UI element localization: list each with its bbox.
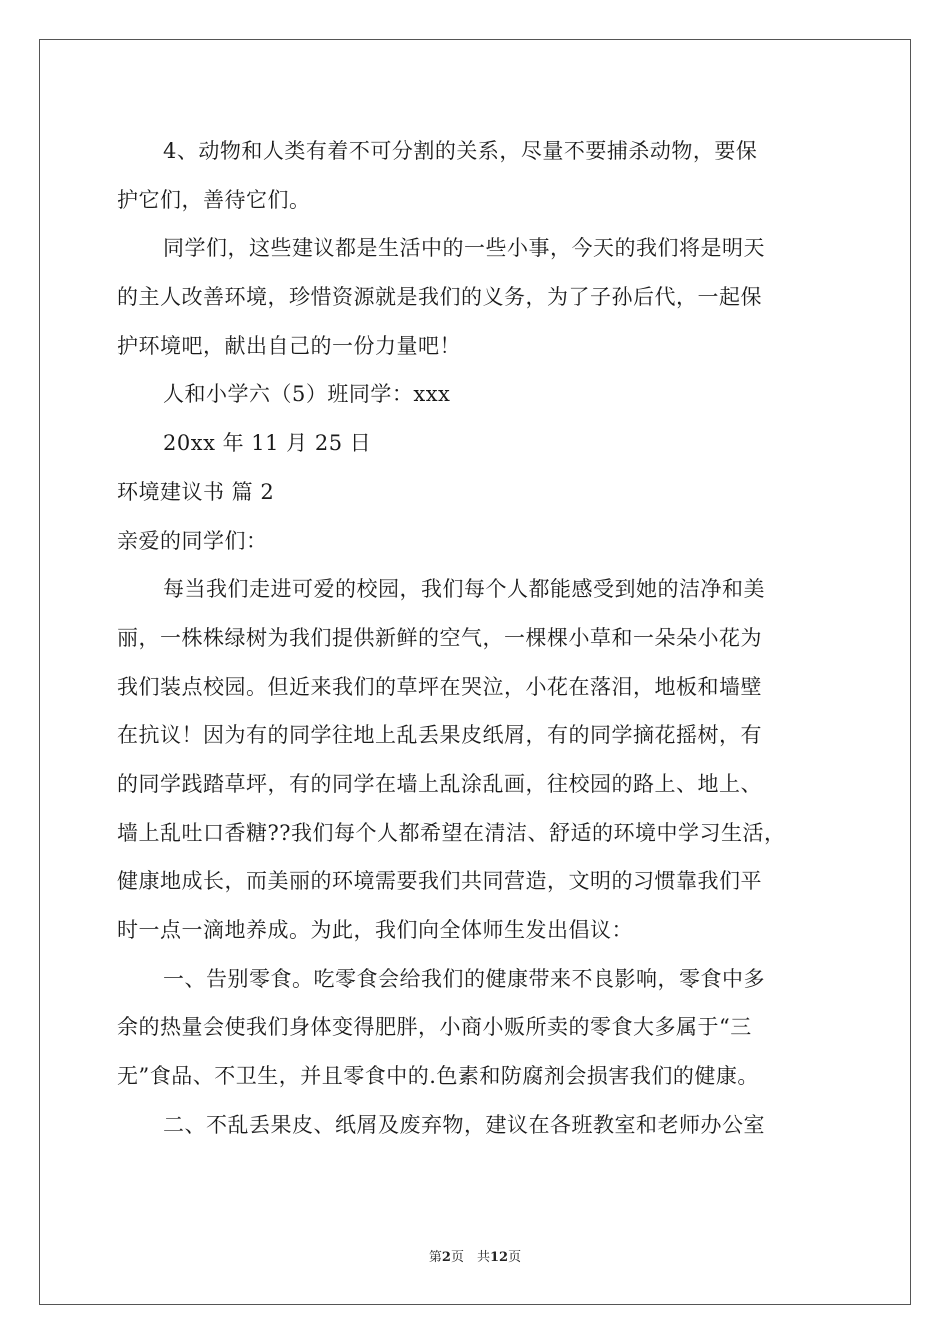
paragraph-line: 墙上乱吐口香糖??我们每个人都希望在清洁、舒适的环境中学习生活， [117, 820, 786, 845]
paragraph-line: 护环境吧，献出自己的一份力量吧！ [117, 333, 461, 358]
paragraph-line: 丽，一株株绿树为我们提供新鲜的空气，一棵棵小草和一朵朵小花为 [117, 625, 762, 650]
paragraph-line: 二、不乱丢果皮、纸屑及废弃物，建议在各班教室和老师办公室 [163, 1112, 765, 1137]
paragraph-line: 一、告别零食。吃零食会给我们的健康带来不良影响，零食中多 [163, 966, 765, 991]
paragraph-line: 在抗议！因为有的同学往地上乱丢果皮纸屑，有的同学摘花摇树，有 [117, 723, 762, 748]
section-heading: 环境建议书 篇 2 [117, 479, 275, 504]
page-number-mid: 页 共 [450, 1250, 490, 1265]
paragraph-line: 我们装点校园。但近来我们的草坪在哭泣，小花在落泪，地板和墙壁 [117, 674, 762, 699]
date-line: 20xx 年 11 月 25 日 [163, 431, 372, 456]
paragraph-line: 时一点一滴地养成。为此，我们向全体师生发出倡议： [117, 918, 633, 942]
paragraph-line: 健康地成长，而美丽的环境需要我们共同营造，文明的习惯靠我们平 [117, 869, 762, 894]
salutation: 亲爱的同学们： [117, 528, 268, 553]
paragraph-line: 护它们，善待它们。 [117, 187, 311, 212]
page-footer [0, 1246, 950, 1265]
paragraph-line: 的主人改善环境，珍惜资源就是我们的义务，为了子孙后代，一起保 [117, 285, 762, 310]
paragraph-line: 无”食品、不卫生，并且零食中的.色素和防腐剂会损害我们的健康。 [117, 1064, 759, 1089]
page-number-total: 12 [489, 1250, 509, 1265]
signature-line: 人和小学六（5）班同学：xxx [163, 382, 451, 407]
paragraph-line: 同学们，这些建议都是生活中的一些小事，今天的我们将是明天 [163, 236, 765, 261]
page-number-current: 2 [441, 1250, 451, 1265]
paragraph-line: 4、动物和人类有着不可分割的关系，尽量不要捕杀动物，要保 [163, 139, 758, 163]
document-body [117, 127, 835, 1149]
page-number-suffix: 页 [508, 1250, 522, 1265]
paragraph-line: 的同学践踏草坪，有的同学在墙上乱涂乱画，往校园的路上、地上、 [117, 771, 762, 796]
paragraph-line: 余的热量会使我们身体变得肥胖，小商小贩所卖的零食大多属于“三 [117, 1015, 752, 1040]
page-number-prefix: 第 [428, 1250, 442, 1265]
paragraph-line: 每当我们走进可爱的校园，我们每个人都能感受到她的洁净和美 [163, 577, 765, 602]
